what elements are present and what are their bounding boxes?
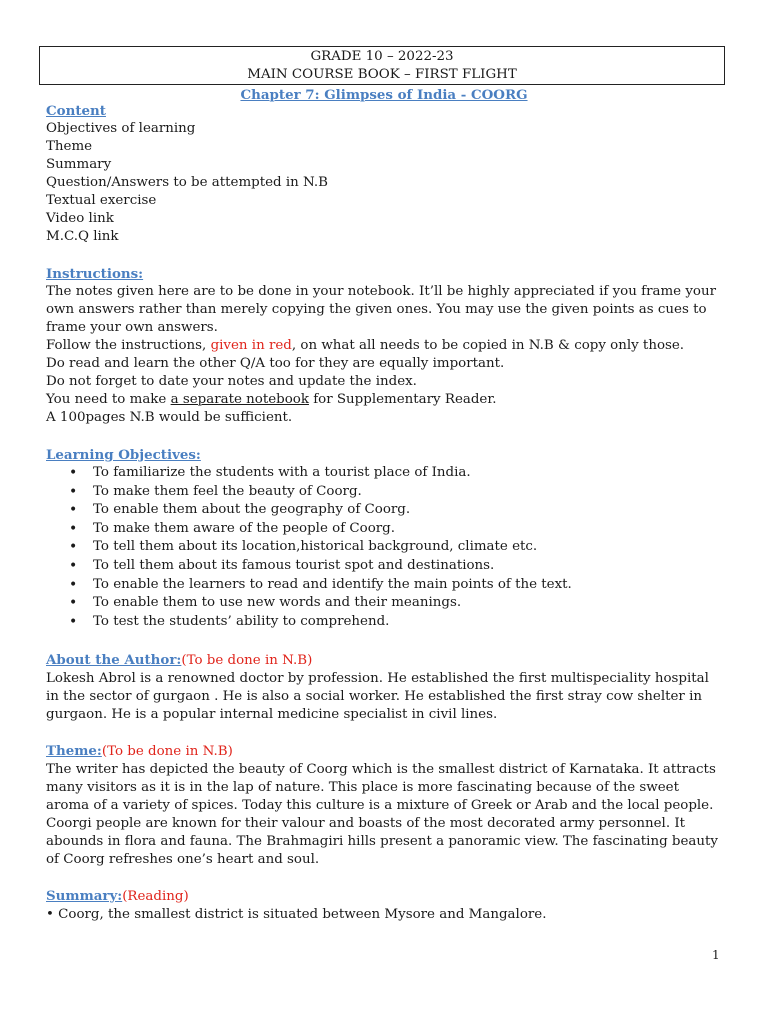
author-heading: About the Author: [46,652,182,668]
instructions-text: for Supplementary Reader. [308,392,497,407]
author-section [46,651,726,724]
theme-heading: Theme: [46,743,102,759]
instructions-paragraph [46,391,726,409]
grade-line: GRADE 10 – 2022-23 [310,49,454,64]
list-item: • To test the students’ ability to comprehend. [93,613,726,632]
objectives-heading: Learning Objectives: [46,447,201,463]
content-item: Video link [46,211,114,226]
instructions-section [46,265,726,427]
content-item: Theme [46,139,93,154]
content-item: Summary [46,157,112,172]
instructions-paragraph [46,337,726,355]
instructions-paragraph: The notes given here are to be done in your notebook. It’ll be highly appreciated if you frame your own answers rather than merely copying the given ones. You may use the given points as cues to frame your own answers. [46,284,716,335]
list-item: • To familiarize the students with a tourist place of India. [93,464,726,483]
content-item: Textual exercise [46,193,157,208]
content-section [46,102,726,246]
book-line: MAIN COURSE BOOK – FIRST FLIGHT [247,67,517,82]
list-item: • To enable them about the geography of Coorg. [93,501,726,520]
list-item: • To tell them about its famous tourist spot and destinations. [93,557,726,576]
content-item: M.C.Q link [46,229,119,244]
content-item: Objectives of learning [46,121,196,136]
theme-section [46,742,726,869]
list-item: • To make them aware of the people of Coorg. [93,520,726,539]
list-item: • To tell them about its location,historical background, climate etc. [93,538,726,557]
summary-heading: Summary: [46,888,123,904]
objectives-section [46,446,726,631]
list-item: • To enable them to use new words and their meanings. [93,594,726,613]
instructions-text: , on what all needs to be copied in N.B & copy only those. [291,338,685,353]
red-highlight: given in red [210,338,292,353]
content-item: Question/Answers to be attempted in N.B [46,175,328,190]
instructions-paragraph: A 100pages N.B would be sufficient. [46,410,293,425]
content-heading: Content [46,103,106,119]
objectives-list [46,464,726,631]
page-number: 1 [712,948,720,962]
author-note: (To be done in N.B) [181,653,313,668]
summary-section [46,887,726,924]
author-text: Lokesh Abrol is a renowned doctor by profession. He established the first multispeciality hospital in the sector of gurgaon . He is also a social worker. He established the first stray cow shelter in gurgaon. He is a popular internal medicine specialist in civil lines. [46,671,709,722]
instructions-paragraph: Do not forget to date your notes and update the index. [46,374,417,389]
list-item: • To make them feel the beauty of Coorg. [93,483,726,502]
instructions-heading: Instructions: [46,266,144,282]
list-item: • To enable the learners to read and identify the main points of the text. [93,576,726,595]
author-heading-line [46,651,726,670]
summary-heading-line [46,887,726,906]
summary-note: (Reading) [122,889,189,904]
chapter-title: Chapter 7: Glimpses of India - COORG [240,87,528,103]
instructions-text: You need to make [46,392,171,407]
theme-note: (To be done in N.B) [101,744,233,759]
theme-heading-line [46,742,726,761]
document-header-box [39,46,725,85]
instructions-paragraph: Do read and learn the other Q/A too for they are equally important. [46,356,505,371]
summary-point: • Coorg, the smallest district is situated between Mysore and Mangalore. [46,907,547,922]
underlined-text: a separate notebook [170,392,309,407]
theme-text: The writer has depicted the beauty of Coorg which is the smallest district of Karnataka. It attracts many visitors as it is in the lap of nature. This place is more fascinating because of the sweet aroma of a variety of spices. Today this culture is a mixture of Greek or Arab and the local people. Coorgi people are known for their valour and boasts of the most decorated army personnel. It abounds in flora and fauna. The Brahmagiri hills present a panoramic view. The fascinating beauty of Coorg refreshes one’s heart and soul. [46,762,718,867]
instructions-text: Follow the instructions, [46,338,211,353]
